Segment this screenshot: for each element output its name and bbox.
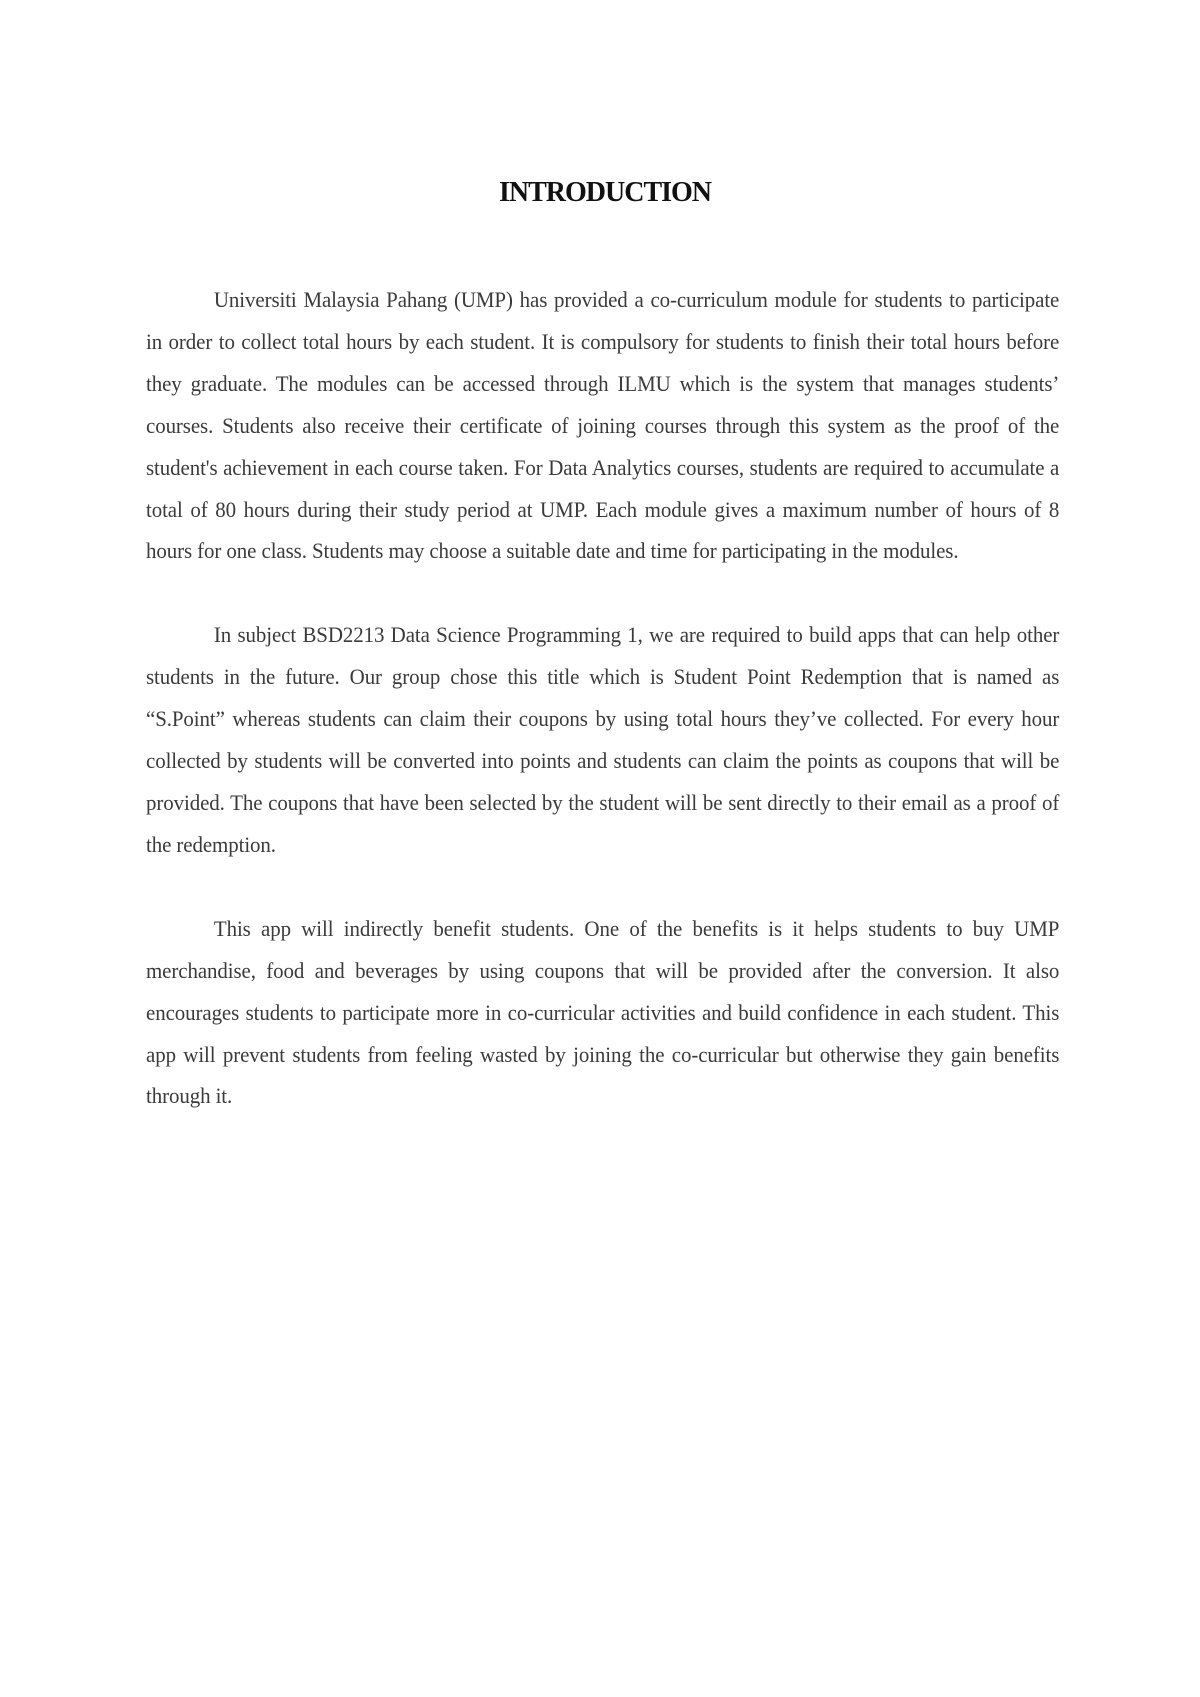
- body-text: [146, 279, 1059, 1159]
- paragraph-2: In subject BSD2213 Data Science Programming 1, we are required to build apps that can help other students in the future. Our group chose this title which is Student Point Redemption that is named as “S.Point” whereas students can claim their coupons by using total hours they’ve collected. For every hour collected by students will be converted into points and students can claim the points as coupons that will be provided. The coupons that have been selected by the student will be sent directly to their email as a proof of the redemption.: [146, 622, 1060, 857]
- paragraph-3: This app will indirectly benefit students. One of the benefits is it helps students to buy UMP merchandise, food and beverages by using coupons that will be provided after the conversion. It also encourages students to participate more in co-curricular activities and build confidence in each student. This app will prevent students from feeling wasted by joining the co-curricular but otherwise they gain benefits through it.: [146, 915, 1060, 1109]
- paragraph-1: Universiti Malaysia Pahang (UMP) has provided a co-curriculum module for students to participate in order to collect total hours by each student. It is compulsory for students to finish their total hours before they graduate. The modules can be accessed through ILMU which is the system that manages students’ courses. Students also receive their certificate of joining courses through this system as the proof of the student's achievement in each course taken. For Data Analytics courses, students are required to accumulate a total of 80 hours during their study period at UMP. Each module gives a maximum number of hours of 8 hours for one class. Students may choose a suitable date and time for participating in the modules.: [146, 287, 1060, 564]
- page-title: INTRODUCTION: [498, 177, 712, 208]
